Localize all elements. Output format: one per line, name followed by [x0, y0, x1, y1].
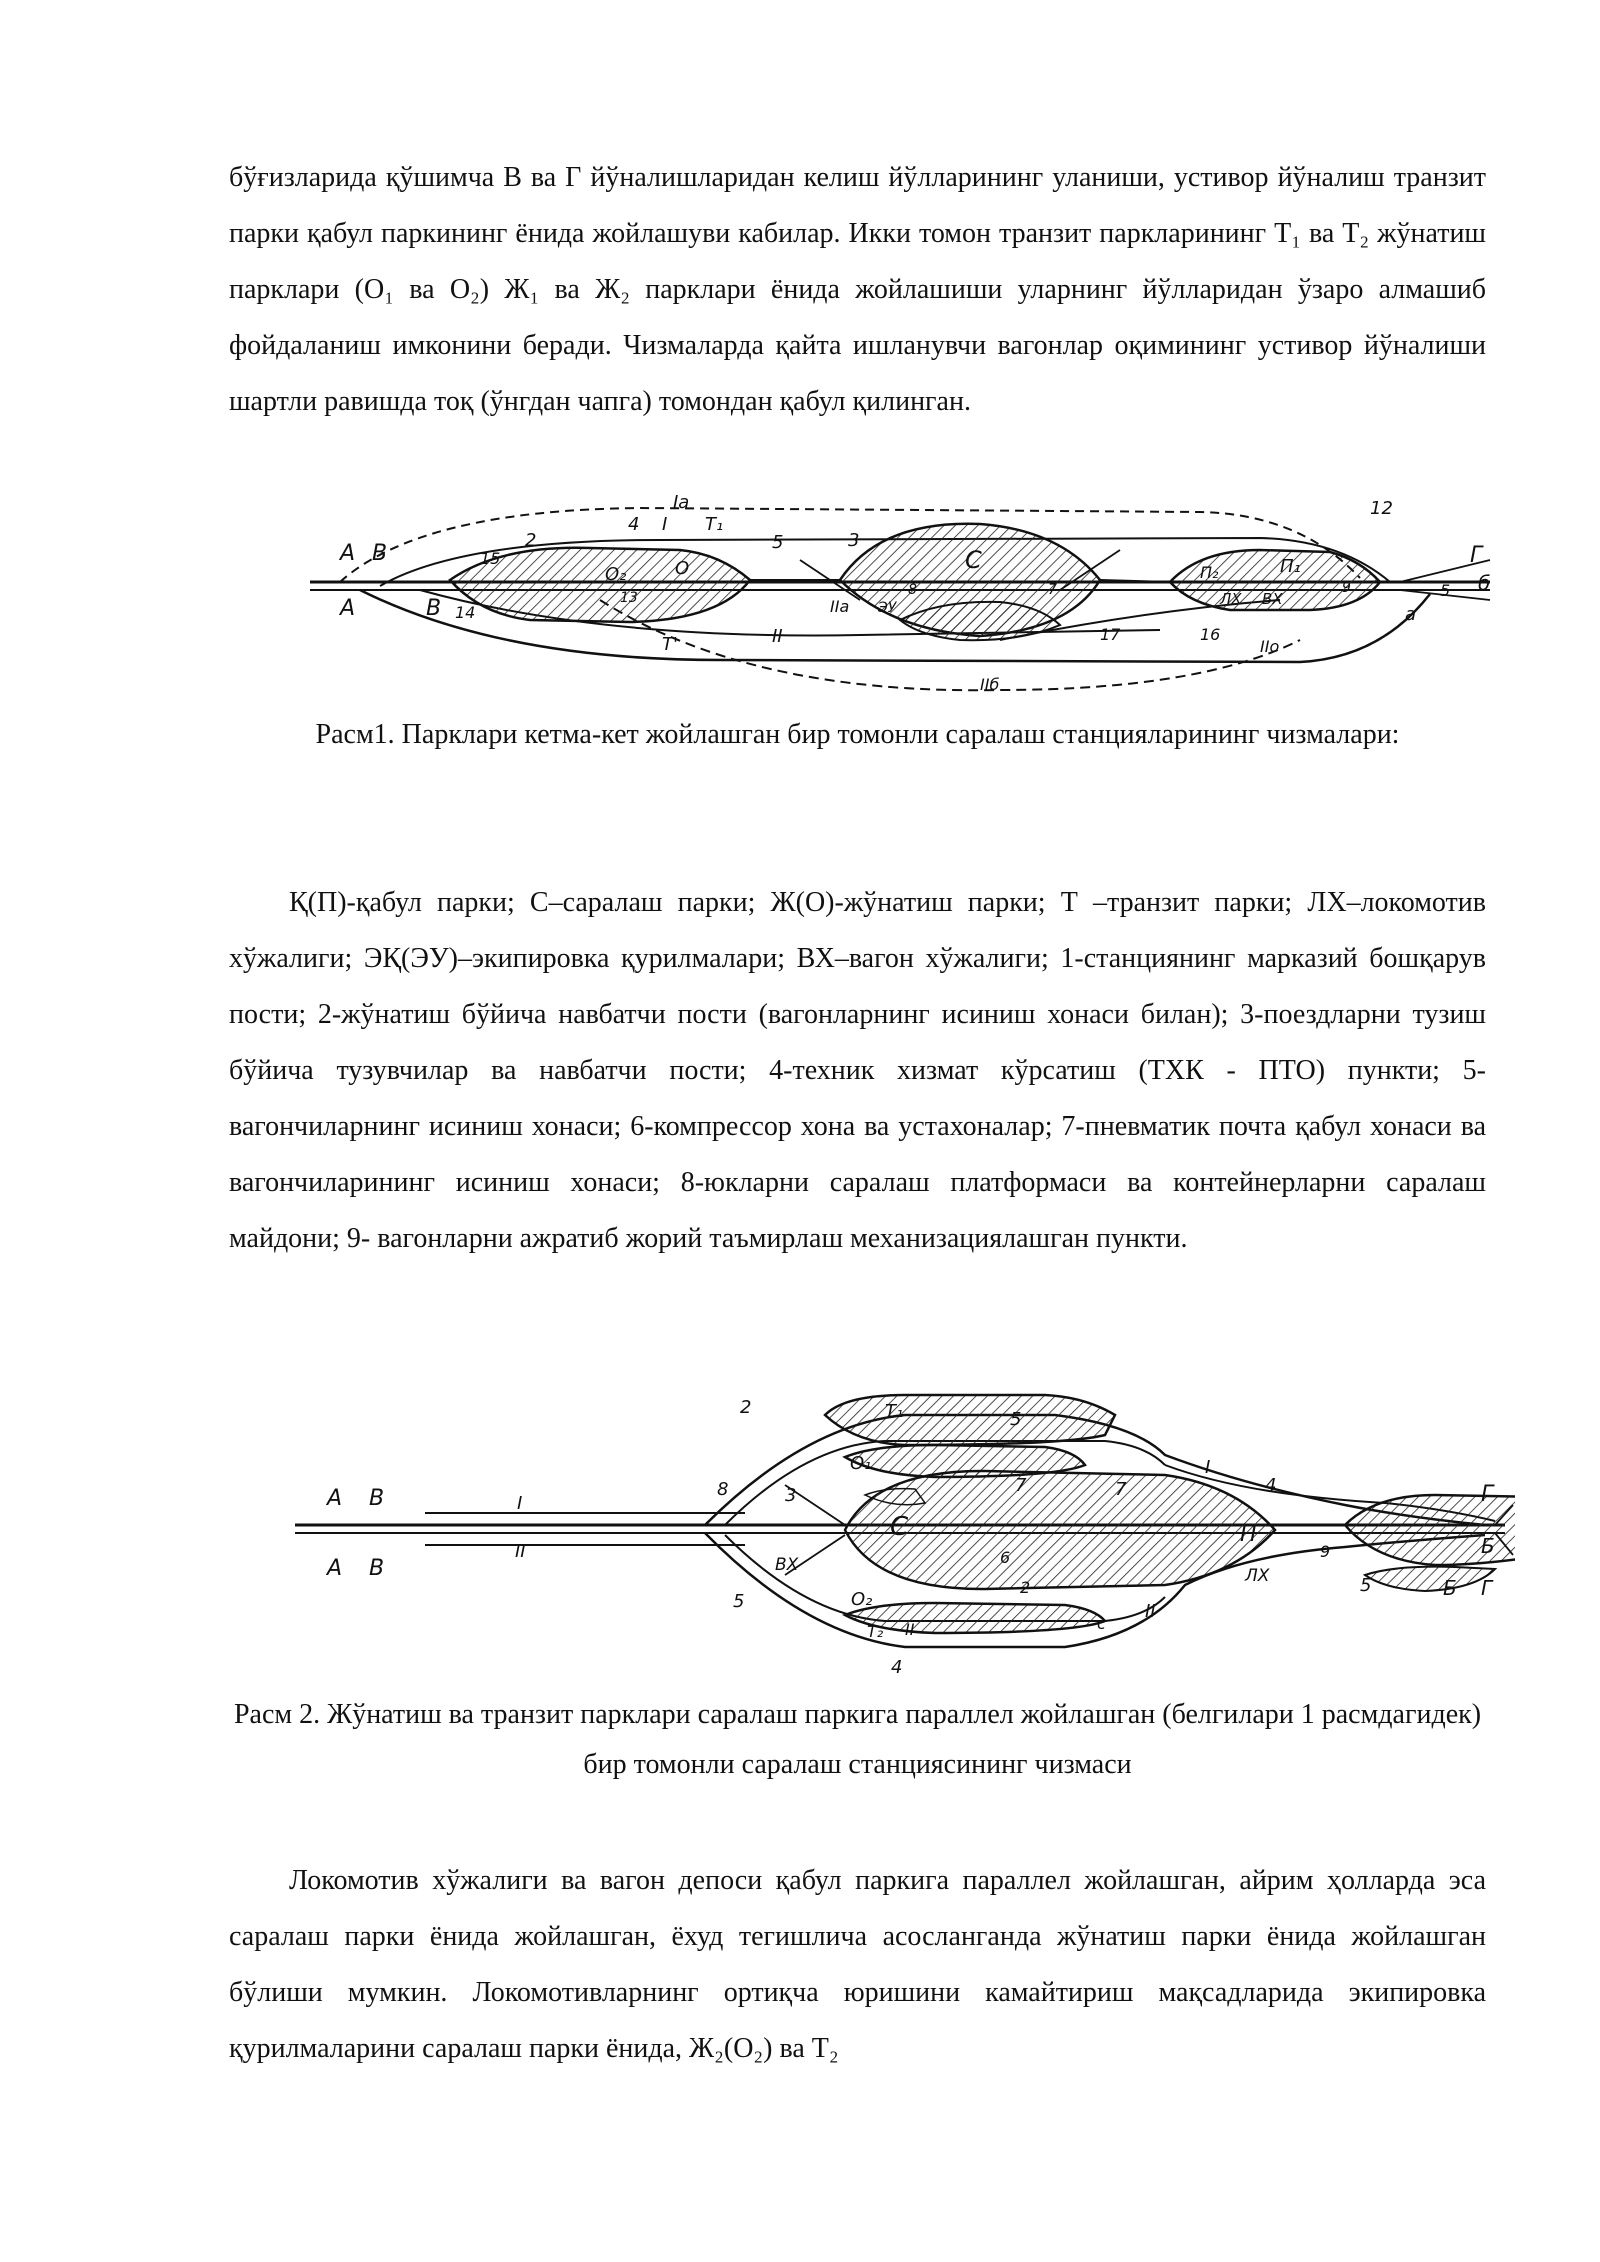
- fig1-label-S: С: [965, 546, 982, 574]
- fig1-label-a: а: [1405, 604, 1417, 625]
- fig2-label-2-top: 2: [740, 1397, 752, 1418]
- fig1-label-O2: О₂: [605, 564, 627, 585]
- paragraph-intro: бўғизларида қўшимча В ва Г йўналишларидан келиш йўлларининг уланиши, устивор йўналиш транзит парки қабул паркининг ёнида жойлашуви кабилар. Икки томон транзит паркларининг Т₁ ва Т₂ жўнатиш парклари (О₁ ва О₂) Ж₁ ва Ж₂ парклари ёнида жойлашиши уларнинг йўлларидан ўзаро алмашиб фойдаланиш имконини беради. Чизмаларда қайта ишланувчи вагонлар оқимининг устивор йўналиши шартли равишда тоқ (ўнгдан чапга) томондан қабул қилинган.: [229, 162, 1486, 417]
- fig1-label-4: 4: [628, 514, 640, 535]
- fig1-label-12: 12: [1370, 498, 1393, 519]
- fig1-label-2: 2: [525, 530, 537, 551]
- fig1-label-IIb: IIб: [980, 675, 1000, 694]
- fig2-label-B-top: В: [369, 1486, 385, 1511]
- fig1-label-B-bot: В: [426, 596, 442, 621]
- fig2-label-A-top: А: [327, 1486, 343, 1511]
- figure-1-svg: [300, 490, 1500, 700]
- fig2-label-B-right: Б: [1481, 1534, 1495, 1558]
- figure-2-scheme: [285, 1385, 1515, 1685]
- fig1-label-EU: ЭУ: [878, 600, 897, 616]
- fig2-label-G-top: Г: [1481, 1482, 1494, 1507]
- fig1-label-14: 14: [455, 603, 476, 622]
- fig2-label-B-bot: В: [369, 1556, 385, 1581]
- fig1-label-15: 15: [480, 549, 501, 568]
- fig1-label-9: 9: [1342, 580, 1351, 596]
- fig2-label-2-bot: 2: [1020, 1578, 1031, 1597]
- fig1-label-I: I: [662, 514, 668, 535]
- figure-1-caption: Расм1. Парклари кетма-кет жойлашган бир томонли саралаш станцияларининг чизмалари:: [315, 719, 1400, 750]
- fig1-label-IIo: IIо: [1260, 637, 1280, 656]
- fig1-label-16: 16: [1200, 625, 1221, 644]
- fig2-label-4-right: 4: [1265, 1475, 1277, 1496]
- fig1-label-G: Г: [1470, 543, 1483, 568]
- fig1-label-II: II: [772, 626, 783, 647]
- fig2-label-3: 3: [785, 1485, 797, 1506]
- fig1-label-A-bot: А: [340, 596, 356, 621]
- fig1-label-A-top: А: [340, 541, 356, 566]
- fig2-label-II-right: II: [1145, 1601, 1156, 1622]
- fig1-label-Ia: Iа: [673, 492, 690, 513]
- fig2-label-G-bot: Г: [1481, 1576, 1493, 1600]
- fig1-label-17: 17: [1100, 625, 1121, 644]
- fig2-label-S: С: [890, 1512, 909, 1542]
- fig2-label-VH: ВХ: [775, 1555, 799, 1575]
- fig2-label-B-right-2: Б: [1443, 1576, 1457, 1600]
- fig1-label-5: 5: [772, 532, 784, 553]
- fig1-label-P2: П₂: [1200, 563, 1219, 582]
- fig2-label-7b: 7: [1115, 1479, 1127, 1500]
- fig2-label-9: 9: [1320, 1542, 1331, 1561]
- fig2-label-6: 6: [1000, 1548, 1011, 1567]
- fig1-label-T1: Т₁: [705, 514, 724, 535]
- fig2-label-5-top: 5: [1010, 1409, 1022, 1430]
- fig1-label-7: 7: [1048, 582, 1057, 598]
- fig2-label-O2: О₂: [851, 1589, 873, 1610]
- fig1-label-IIa: IIа: [830, 597, 850, 616]
- fig2-label-4-bot: 4: [891, 1657, 903, 1678]
- figure-2-caption: Расм 2. Жўнатиш ва транзит парклари саралаш паркига параллел жойлашган (белгилари 1 расмдагидек) бир томонли саралаш станциясининг чизмаси: [233, 1699, 1482, 1780]
- fig1-label-T-prime: Т': [662, 634, 678, 655]
- fig2-label-5-left: 5: [733, 1591, 745, 1612]
- fig2-label-I-right: I: [1205, 1457, 1211, 1478]
- fig2-label-5-right: 5: [1360, 1575, 1372, 1596]
- fig2-label-T1: Т₁: [885, 1401, 904, 1422]
- fig2-label-P: П: [1240, 1522, 1257, 1547]
- fig1-label-8: 8: [908, 582, 917, 598]
- fig1-label-13: 13: [620, 590, 638, 606]
- fig2-label-8: 8: [717, 1479, 729, 1500]
- fig1-label-b: б: [1478, 571, 1491, 595]
- fig1-label-LH: ЛХ: [1220, 590, 1242, 608]
- figure-1-scheme: [300, 490, 1500, 700]
- fig2-label-T2: Т₂: [867, 1622, 884, 1641]
- fig2-label-O1: О₁: [850, 1453, 872, 1474]
- figure-2-svg: [285, 1385, 1515, 1685]
- fig2-label-II-left: II: [515, 1541, 526, 1562]
- paragraph-legend: Қ(П)-қабул парки; С–саралаш парки; Ж(О)-жўнатиш парки; Т –транзит парки; ЛХ–локомотив хўжалиги; ЭҚ(ЭУ)–экипировка қурилмалари; ВХ–вагон хўжалиги; 1-станциянинг марказий бошқарув пости; 2-жўнатиш бўйича навбатчи пости (вагонларнинг исиниш хонаси билан); 3-поездларни тузиш бўйича тузувчилар ва навбатчи пости; 4-техник хизмат кўрсатиш (ТХК - ПТО) пункти; 5-вагончиларнинг исиниш хонаси; 6-компрессор хона ва устахоналар; 7-пневматик почта қабул хонаси ва вагончиларининг исиниш хонаси; 8-юкларни саралаш платформаси ва контейнерларни саралаш майдони; 9- вагонларни ажратиб жорий таъмирлаш механизациялашган пункти.: [229, 887, 1486, 1254]
- paragraph-locomotive: Локомотив хўжалиги ва вагон депоси қабул паркига параллел жойлашган, айрим ҳолларда эса саралаш парки ёнида жойлашган, ёхуд тегишлича асосланганда жўнатиш парки ёнида жойлашган бўлиши мумкин. Локомотивларнинг ортиқча юришини камайтириш мақсадларида экипировка қурилмаларини саралаш парки ёнида, Ж₂(О₂) ва Т₂: [229, 1865, 1486, 2064]
- fig1-label-3: 3: [848, 530, 860, 551]
- fig2-label-A-bot: А: [327, 1556, 343, 1581]
- fig1-label-O: О: [675, 558, 690, 579]
- fig2-label-c: с: [1097, 1614, 1106, 1633]
- fig1-label-VH: ВХ: [1262, 590, 1283, 608]
- fig1-label-B-top: В: [372, 541, 388, 566]
- fig2-label-II-bot: II: [905, 1620, 915, 1639]
- fig1-label-P1: П₁: [1280, 556, 1301, 577]
- fig1-label-5-right: 5: [1440, 581, 1451, 600]
- fig2-label-LH: ЛХ: [1245, 1566, 1270, 1586]
- fig2-label-7: 7: [1015, 1475, 1027, 1496]
- fig2-label-I-left: I: [517, 1493, 523, 1514]
